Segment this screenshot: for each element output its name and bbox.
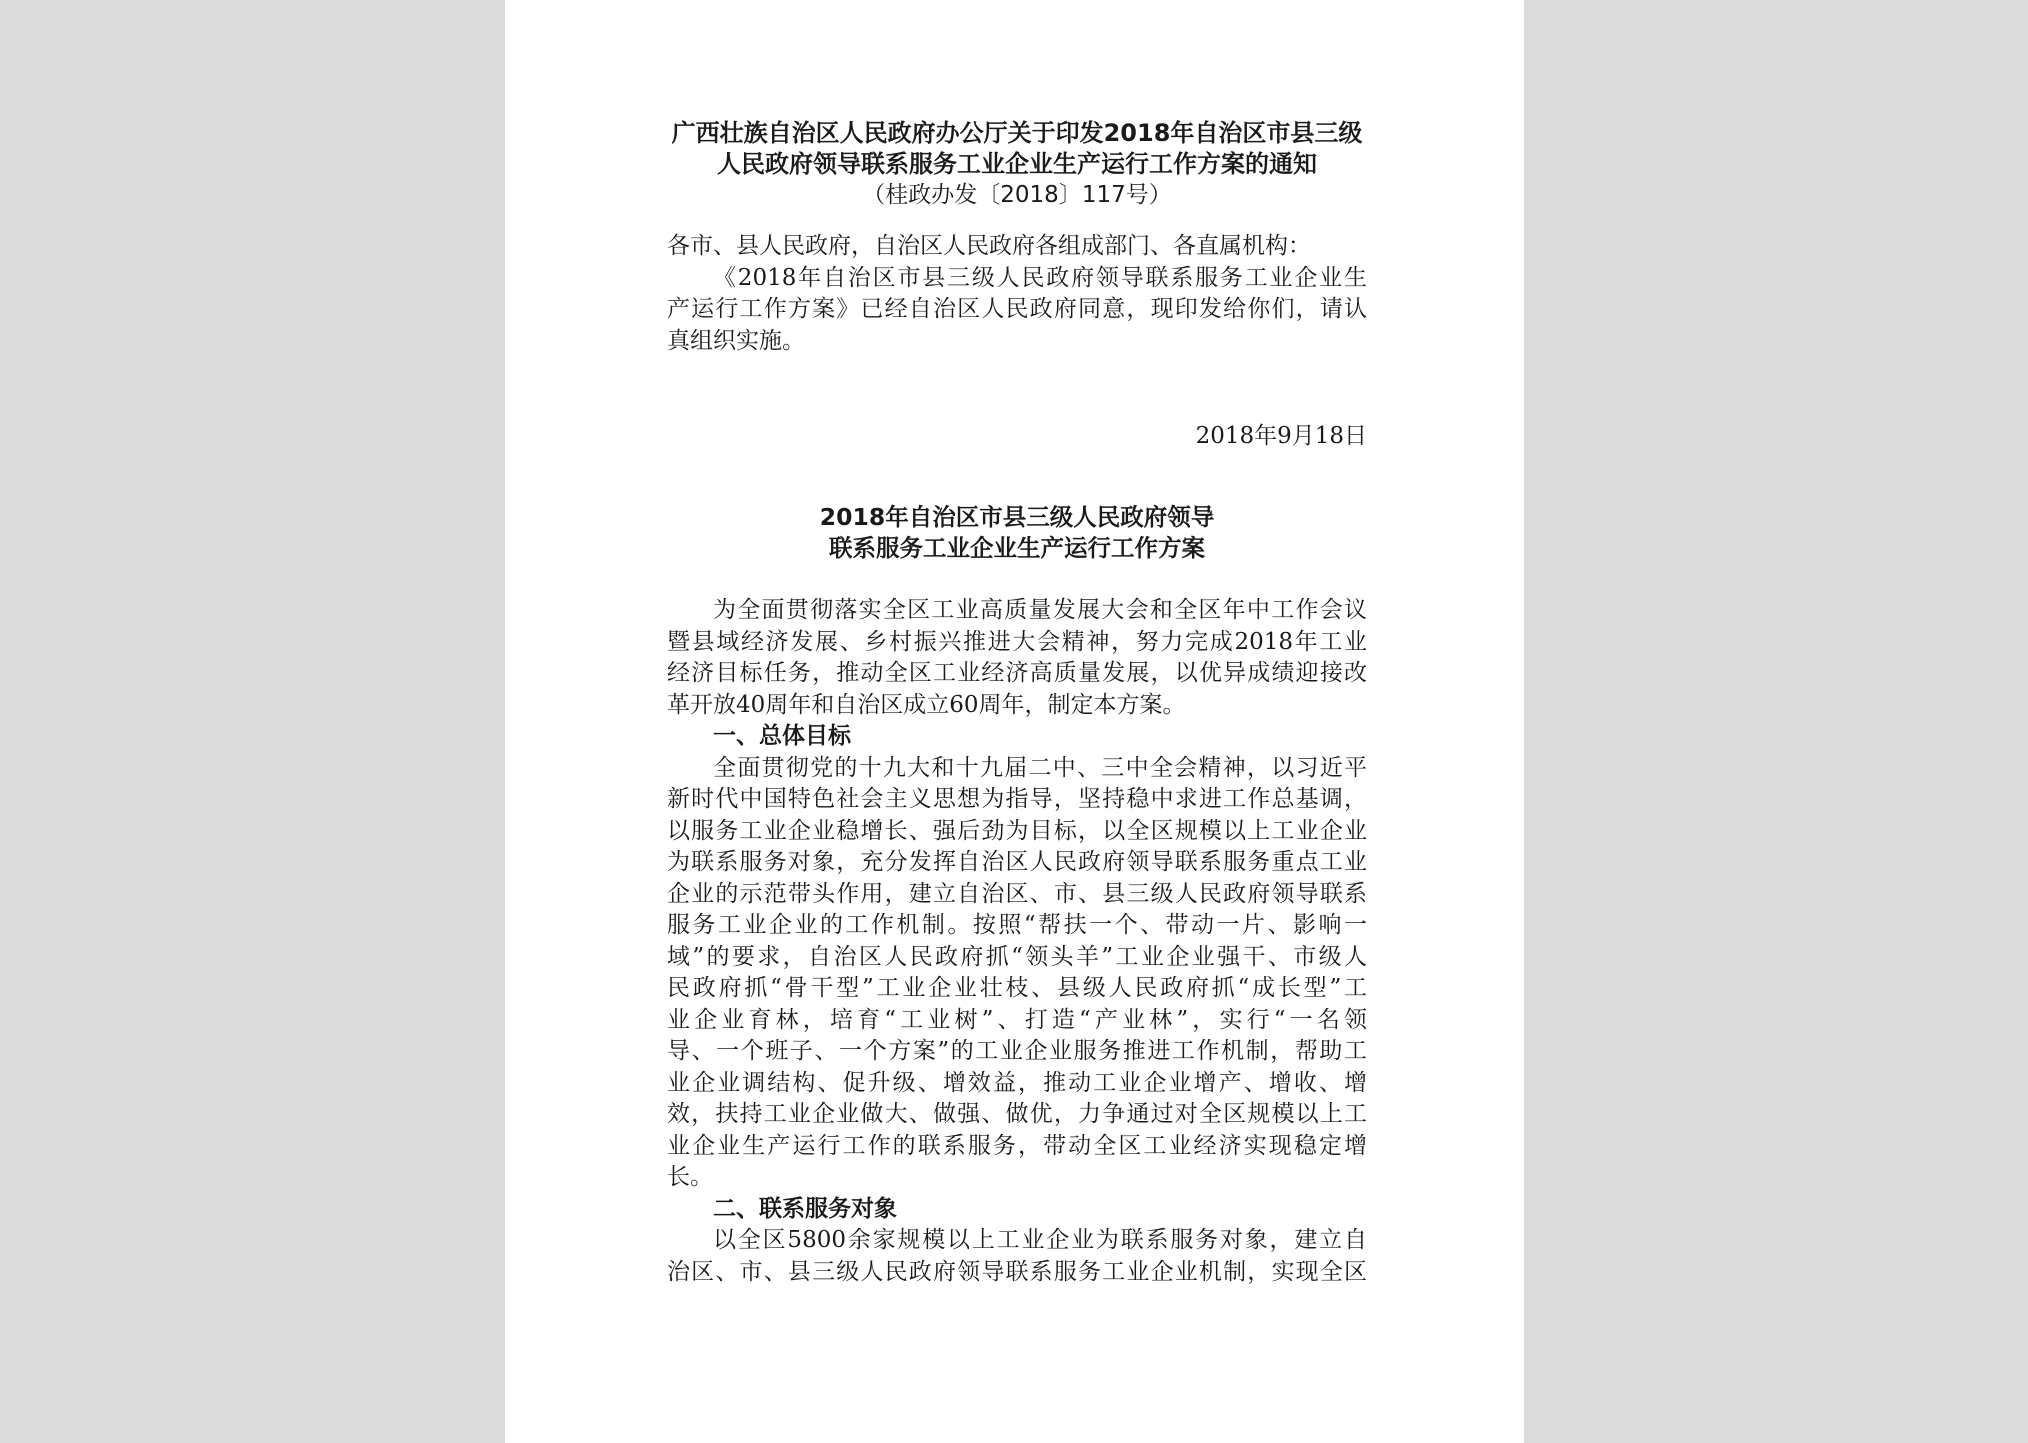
notice-body-line: 真组织实施。 [667, 327, 805, 354]
section-heading-2: 二、联系服务对象 [713, 1195, 897, 1222]
section-2-line: 治区、市、县三级人民政府领导联系服务工业企业机制，实现全区 [667, 1258, 1367, 1285]
section-1-line: 长。 [667, 1164, 713, 1190]
plan-intro-line: 经济目标任务，推动全区工业经济高质量发展，以优异成绩迎接改 [667, 660, 1367, 686]
section-2-line: 以全区5800余家规模以上工业企业为联系服务对象，建立自 [713, 1227, 1367, 1253]
document-page [505, 0, 1524, 1443]
section-1-line: 为联系服务对象，充分发挥自治区人民政府领导联系服务重点工业 [667, 849, 1367, 875]
plan-title-line-1: 2018年自治区市县三级人民政府领导 [819, 503, 1215, 531]
notice-title-line-2: 人民政府领导联系服务工业企业生产运行工作方案的通知 [717, 150, 1317, 178]
section-1-line: 企业的示范带头作用，建立自治区、市、县三级人民政府领导联系 [667, 880, 1367, 907]
section-1-line: 效，扶持工业企业做大、做强、做优，力争通过对全区规模以上工 [667, 1101, 1367, 1127]
section-1-line: 全面贯彻党的十九大和十九届二中、三中全会精神，以习近平 [713, 754, 1367, 781]
section-1-line: 服务工业企业的工作机制。按照“帮扶一个、带动一片、影响一 [667, 912, 1367, 938]
section-1-line: 业企业生产运行工作的联系服务，带动全区工业经济实现稳定增 [667, 1132, 1367, 1159]
section-1-line: 业企业调结构、促升级、增效益，推动工业企业增产、增收、增 [667, 1069, 1367, 1096]
plan-intro-line: 暨县域经济发展、乡村振兴推进大会精神，努力完成2018年工业 [667, 628, 1367, 655]
section-1-line: 域”的要求，自治区人民政府抓“领头羊”工业企业强干、市级人 [667, 943, 1367, 970]
section-1-line: 新时代中国特色社会主义思想为指导，坚持稳中求进工作总基调， [667, 786, 1367, 812]
notice-body-line: 《2018年自治区市县三级人民政府领导联系服务工业企业生 [713, 264, 1367, 291]
section-1-line: 业企业育林，培育“工业树”、打造“产业林”，实行“一名领 [667, 1006, 1367, 1033]
section-1-line: 以服务工业企业稳增长、强后劲为目标，以全区规模以上工业企业 [667, 817, 1367, 844]
plan-title-line-2: 联系服务工业企业生产运行工作方案 [829, 534, 1205, 562]
notice-body-line: 产运行工作方案》已经自治区人民政府同意，现印发给你们，请认 [667, 296, 1367, 322]
document-number: （桂政办发〔2018〕117号） [862, 182, 1172, 208]
salutation: 各市、县人民政府，自治区人民政府各组成部门、各直属机构： [667, 233, 1311, 259]
document-content [667, 118, 1367, 1288]
section-1-line: 民政府抓“骨干型”工业企业壮枝、县级人民政府抓“成长型”工 [667, 975, 1367, 1001]
notice-title-line-1: 广西壮族自治区人民政府办公厅关于印发2018年自治区市县三级 [671, 119, 1363, 147]
issue-date: 2018年9月18日 [1195, 423, 1367, 449]
plan-intro-line: 为全面贯彻落实全区工业高质量发展大会和全区年中工作会议 [713, 597, 1367, 623]
section-heading-1: 一、总体目标 [713, 723, 851, 749]
section-1-line: 导、一个班子、一个方案”的工业企业服务推进工作机制，帮助工 [667, 1038, 1367, 1064]
plan-intro-line: 革开放40周年和自治区成立60周年，制定本方案。 [667, 691, 1186, 718]
